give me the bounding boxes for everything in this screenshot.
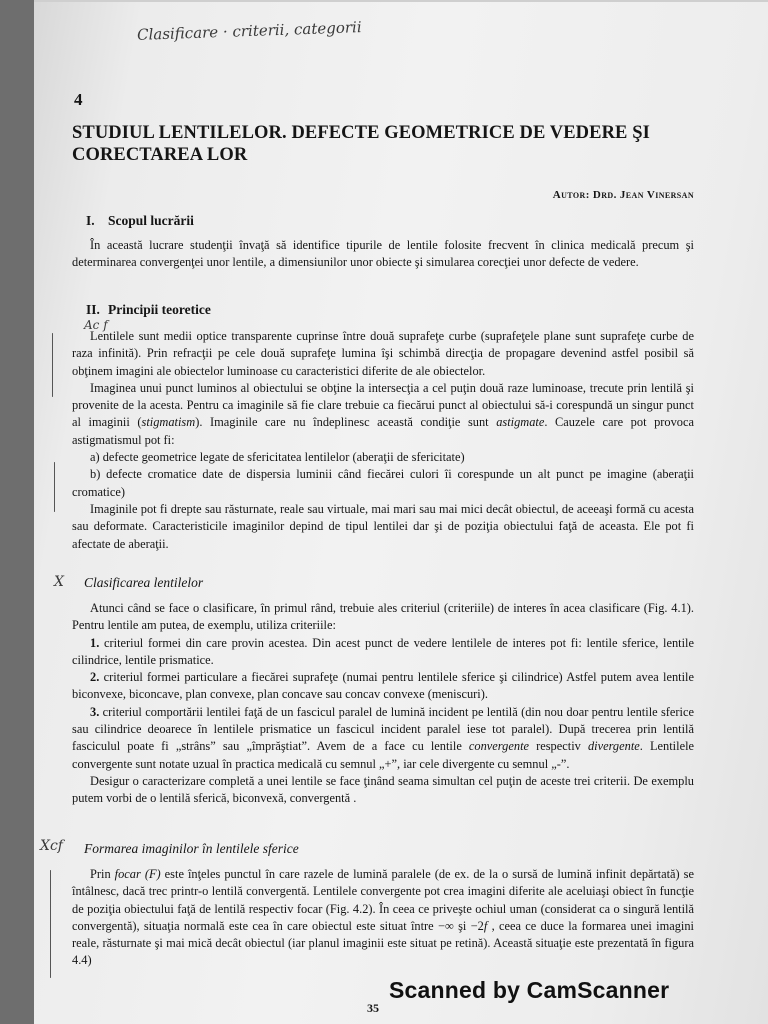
page-title <box>72 122 712 166</box>
subsection-2-paragraph: Prin focar (F) este înţeles punctul în care razele de lumină paralele (de ex. de la o sursă de lumină infinit depărtată) se întâlnesc, dacă trec printr-o lentilă convergentă. Lentilele convergente pot crea imagini diferite ale aceluiaşi obiect în funcţie de poziţia obiectului faţă de lentilă respectiv focar (Fig. 4.2). În ceea ce priveşte ochiul uman (considerat ca o singură lentilă convergentă), situaţia normală este cea în care obiectul este situat între −∞ şi −2f , ceea ce duce la formarea unei imagini reale, răsturnate şi mai mică decât obiectul (iar planul imaginii este situat pe retină). Această situaţie este prezentată în figura 4.4) <box>72 867 694 968</box>
section-2-heading <box>86 302 211 318</box>
subsection-2-heading: Formarea imaginilor în lentilele sferice <box>84 841 299 856</box>
scanned-page <box>34 0 768 1024</box>
subsection-1-body <box>72 600 694 808</box>
list-item-a: a) defecte geometrice legate de sfericitatea lentilelor (aberaţii de sfericitate) <box>90 450 465 465</box>
criterion-1: 1. criteriul formei din care provin acestea. Din acest punct de vedere lentilele de interes pot fi: lentile sferice, lentile cilindrice, lentile prismatice. <box>72 635 694 667</box>
section-1-title: Scopul lucrării <box>108 213 194 228</box>
section-2-body <box>72 328 694 553</box>
handwritten-margin-note-3: Xcf <box>40 838 63 854</box>
author-line: Autor: Drd. Jean Vinersan <box>552 189 694 201</box>
subsection-2-body <box>72 866 694 970</box>
section-1-text: În această lucrare studenţii învaţă să identifice tipurile de lentile folosite frecvent în clinica medicală precum şi determinarea convergenţei unor lentile, a dimensiunilor unor obiecte şi simularea corecţiei unor defecte de vedere. <box>72 238 694 270</box>
section-2-number: II. <box>86 302 100 317</box>
subsection-1-paragraph-1: Atunci când se face o clasificare, în primul rând, trebuie ales criteriul (criteriile) de interes în acea clasificare (Fig. 4.1). Pentru lentile am putea, de exemplu, utiliza criteriile: <box>72 601 694 633</box>
handwritten-margin-note-1: Ac f <box>84 318 108 332</box>
page-edge <box>34 0 768 2</box>
margin-brace-1 <box>52 333 53 397</box>
section-2-paragraph-3: Imaginile pot fi drepte sau răsturnate, reale sau virtuale, mai mari sau mai mici decât obiectul, de aceeaşi formă cu acesta sau deformate. Caracteristicile imaginilor depind de tipul lentilei dar şi de poziţia obiectului faţă de aceasta. Ele pot fi afectate de aberaţii. <box>72 501 694 551</box>
criterion-2: 2. criteriul formei particulare a fiecărei suprafeţe (numai pentru lentilele sferice şi cilindrice) Astfel putem avea lentile biconvexe, biconcave, plan convexe, plan concave sau concav convexe (meniscuri). <box>72 670 694 702</box>
subsection-1-paragraph-end: Desigur o caracterizare completă a unei lentile se face ţinând seama simultan cel puţin de aceste trei criterii. De exemplu putem vorbi de o lentilă sferică, biconvexă, convergentă . <box>72 773 694 806</box>
section-2-paragraph-1: Lentilele sunt medii optice transparente cuprinse între două suprafeţe curbe (suprafeţele plane sunt suprafeţe curbe de raza infinită). Prin refracţii pe cele două suprafeţe lumina îşi schimbă direcţia de propagare devenind astfel posibil să obţinem imagini ale obiectelor luminoase cu caracteristici diferite de ale obiectelor. <box>72 329 694 378</box>
section-1-heading <box>86 213 194 229</box>
subsection-1-heading: Clasificarea lentilelor <box>84 575 204 590</box>
chapter-number: 4 <box>74 90 83 109</box>
handwritten-top-note: Clasificare · criterii, categorii <box>136 18 362 44</box>
section-2-paragraph-2: Imaginea unui punct luminos al obiectului se obţine la intersecţia a cel puţin două raze luminoase, trecute prin lentilă şi provenite de la acesta. Pentru ca imaginile să fie clare trebuie ca fiecărui punct al obiectului să-i corespundă un singur punct al imaginii (stigmatism). Imaginile care nu îndeplinesc această condiţie sunt astigmate. Cauzele care pot provoca astigmatismul pot fi: <box>72 380 694 447</box>
margin-brace-2 <box>54 462 55 512</box>
section-1-number: I. <box>86 213 95 228</box>
title-line-1: STUDIUL LENTILELOR. DEFECTE GEOMETRICE DE VEDERE ŞI <box>72 123 650 143</box>
handwritten-margin-note-2: X <box>54 574 64 590</box>
list-item-b: b) defecte cromatice date de dispersia luminii când fiecărei culori îi corespunde un alt punct pe imagine (aberaţii cromatice) <box>72 467 694 499</box>
page-number: 35 <box>367 1001 379 1015</box>
section-1-body <box>72 237 694 272</box>
section-2-title: Principii teoretice <box>108 302 211 317</box>
title-line-2: CORECTAREA LOR <box>72 145 248 165</box>
criterion-3: 3. criteriul comportării lentilei faţă de un fascicul paralel de lumină incident pe lentilă (din nou doar pentru lentile sferice sau cilindrice deoarece în lentilele prismatice un fascicul incident paralel iese tot paralel). După trecerea prin lentilă fasciculul poate fi „strâns” sau „împrăştiat”. Avem de a face cu lentile convergente respectiv divergente. Lentilele convergente sunt notate uzual în practica medicală cu semnul „+”, iar cele divergente cu semnul „-”. <box>72 704 695 771</box>
margin-brace-3 <box>50 870 51 978</box>
camscanner-watermark: Scanned by CamScanner <box>389 977 670 1003</box>
